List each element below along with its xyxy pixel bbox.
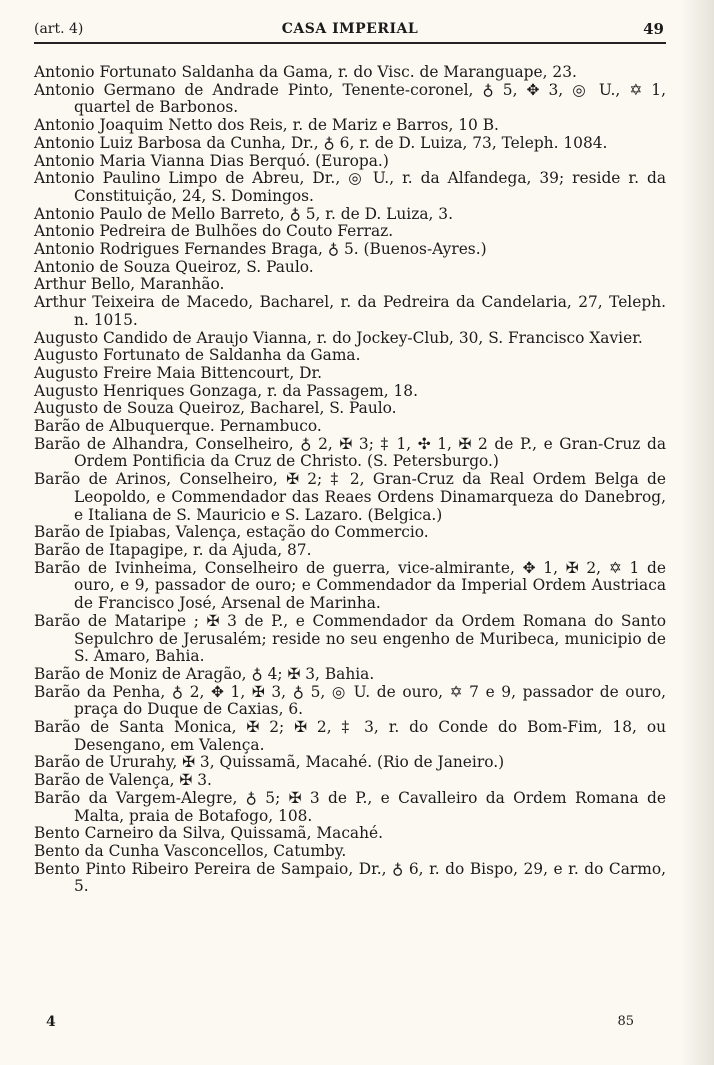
directory-entry: Bento Pinto Ribeiro Pereira de Sampaio, Dr., ♁ 6, r. do Bispo, 29, e r. do Carmo, 5. — [34, 859, 666, 896]
directory-entry: Barão de Moniz de Aragão, ♁ 4; ✠ 3, Bahia. — [34, 664, 375, 683]
directory-entry: Antonio Fortunato Saldanha da Gama, r. do Visc. de Maranguape, 23. — [34, 63, 577, 81]
directory-entry: Bento Carneiro da Silva, Quissamã, Macahé. — [34, 824, 384, 843]
directory-entry: Antonio Germano de Andrade Pinto, Tenente-coronel, ♁ 5, ✥ 3, ◎ U., ✡ 1, quartel de Barbonos. — [34, 80, 666, 117]
directory-entry: Antonio Pedreira de Bulhões do Couto Ferraz. — [34, 222, 394, 241]
page-header — [34, 20, 666, 44]
directory-entry: Antonio Paulo de Mello Barreto, ♁ 5, r. de D. Luiza, 3. — [34, 204, 453, 223]
directory-entry: Antonio Joaquim Netto dos Reis, r. de Mariz e Barros, 10 B. — [34, 116, 499, 135]
directory-entry: Augusto Henriques Gonzaga, r. da Passagem, 18. — [34, 381, 418, 400]
directory-entry: Bento da Cunha Vasconcellos, Catumby. — [34, 841, 347, 860]
directory-entry: Barão de Albuquerque. Pernambuco. — [34, 417, 322, 436]
directory-entry: Arthur Teixeira de Macedo, Bacharel, r. da Pedreira da Candelaria, 27, Teleph. n. 1015. — [34, 293, 666, 329]
directory-entry: Barão de Ururahy, ✠ 3, Quissamã, Macahé. (Rio de Janeiro.) — [34, 753, 505, 772]
directory-entry: Antonio Maria Vianna Dias Berquó. (Europa.) — [34, 151, 389, 170]
page-footer — [40, 1014, 640, 1034]
directory-entry: Barão de Ipiabas, Valença, estação do Commercio. — [34, 523, 429, 542]
directory-entry: Barão da Penha, ♁ 2, ✥ 1, ✠ 3, ♁ 5, ◎ U. de ouro, ✡ 7 e 9, passador de ouro, praça do Duque de Caxias, 6. — [34, 682, 666, 719]
directory-entry: Antonio de Souza Queiroz, S. Paulo. — [34, 257, 314, 276]
directory-entry: Barão da Vargem-Alegre, ♁ 5; ✠ 3 de P., e Cavalleiro da Ordem Romana de Malta, praia de Botafogo, 108. — [34, 788, 666, 825]
directory-entry: Barão de Santa Monica, ✠ 2; ✠ 2, ‡ 3, r. do Conde do Bom-Fim, 18, ou Desengano, em Valença. — [34, 718, 666, 754]
page-edge-shadow — [680, 0, 714, 1065]
directory-entry: Antonio Rodrigues Fernandes Braga, ♁ 5. (Buenos-Ayres.) — [34, 240, 487, 259]
directory-entry: Barão de Ivinheima, Conselheiro de guerra, vice-almirante, ✥ 1, ✠ 2, ✡ 1 de ouro, e 9, passador de ouro; e Commendador da Imperial Ordem Austriaca de Francisco José, Arsenal de Marinha. — [34, 558, 666, 613]
directory-entry: Antonio Paulino Limpo de Abreu, Dr., ◎ U., r. da Alfandega, 39; reside r. da Constituição, 24, S. Domingos. — [34, 169, 666, 205]
directory-entry: Barão de Mataripe ; ✠ 3 de P., e Commendador da Ordem Romana do Santo Sepulchro de Jerusalém; reside no seu engenho de Muribeca, municipio de S. Amaro, Bahia. — [34, 611, 666, 666]
directory-entry: Barão de Alhandra, Conselheiro, ♁ 2, ✠ 3; ‡ 1, ✣ 1, ✠ 2 de P., e Gran-Cruz da Ordem Pontificia da Cruz de Christo. (S. Petersburgo.) — [34, 434, 666, 471]
directory-entry: Arthur Bello, Maranhão. — [34, 275, 225, 294]
page-number: 49 — [643, 20, 664, 38]
entry-list — [34, 64, 666, 896]
sheet-number: 85 — [617, 1014, 634, 1029]
signature-mark: 4 — [46, 1014, 56, 1030]
directory-entry: Augusto Fortunato de Saldanha da Gama. — [34, 346, 361, 365]
directory-entry: Augusto Candido de Araujo Vianna, r. do Jockey-Club, 30, S. Francisco Xavier. — [34, 328, 643, 347]
directory-entry: Barão de Itapagipe, r. da Ajuda, 87. — [34, 540, 312, 559]
directory-entry: Augusto Freire Maia Bittencourt, Dr. — [34, 363, 323, 382]
running-title: CASA IMPERIAL — [281, 21, 419, 37]
directory-entry: Barão de Valença, ✠ 3. — [34, 771, 212, 790]
section-label: (art. 4) — [34, 21, 84, 37]
directory-entry: Barão de Arinos, Conselheiro, ✠ 2; ‡ 2, Gran-Cruz da Real Ordem Belga de Leopoldo, e Commendador das Reaes Ordens Dinamarqueza do Danebrog, e Italiana de S. Mauricio e S. Lazaro. (Belgica.) — [34, 470, 666, 524]
directory-entry: Antonio Luiz Barbosa da Cunha, Dr., ♁ 6, r. de D. Luiza, 73, Teleph. 1084. — [34, 133, 608, 152]
directory-entry: Augusto de Souza Queiroz, Bacharel, S. Paulo. — [34, 399, 397, 418]
